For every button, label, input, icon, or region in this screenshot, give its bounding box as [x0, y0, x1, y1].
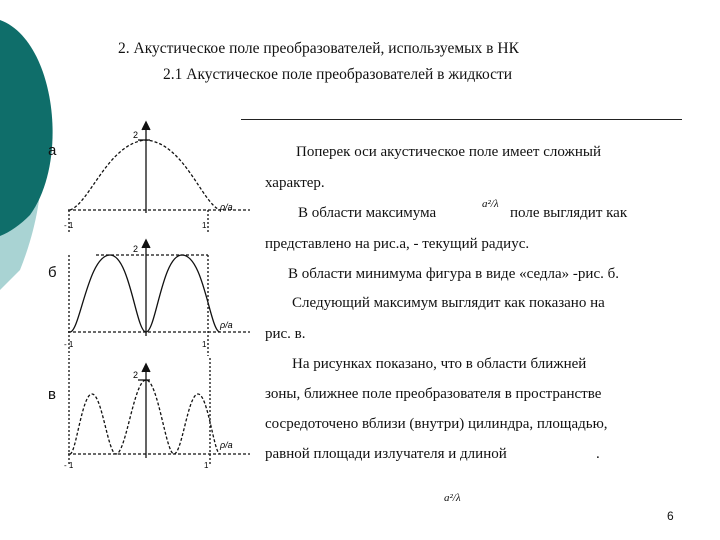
body-line-2: характер. — [265, 175, 325, 191]
body-line-4: представлено на рис.а, - текущий радиус. — [265, 236, 530, 252]
dark-teal-shape — [0, 20, 53, 236]
body-line-6: Следующий максимум выглядит как показано на — [292, 295, 605, 311]
plot-b-arrow — [142, 240, 150, 248]
plot-c-curve — [70, 380, 220, 454]
heading-line-1: 2. Акустическое поле преобразователей, используемых в НК — [118, 40, 519, 57]
plot-c-arrow — [142, 364, 150, 372]
plot-b-y-tick: 2 — [133, 244, 139, 254]
plot-a-x-tick-right: 1 — [202, 221, 207, 230]
formula-bottom: a²/λ — [444, 492, 461, 504]
plot-a-y-tick: 2 — [133, 130, 139, 140]
body-line-7: рис. в. — [265, 326, 306, 342]
plot-c-x-tick-right: 1 — [204, 461, 209, 470]
plot-a-axis-label: ρ/a — [220, 202, 233, 212]
plot-b-x-tick-right: 1 — [202, 340, 207, 349]
body-line-9: зоны, ближнее поле преобразователя в пространстве — [265, 386, 602, 402]
body-line-3b: поле выглядит как — [510, 205, 628, 221]
page-number: 6 — [667, 509, 674, 523]
plot-b-x-tick-left: - 1 — [64, 340, 74, 349]
figure-label-b: б — [48, 264, 57, 281]
plot-b-curve — [70, 255, 220, 332]
field-profile-plots — [60, 118, 260, 478]
body-line-11: равной площади излучателя и длиной — [265, 446, 507, 462]
plot-b-axis-label: ρ/a — [220, 320, 233, 330]
body-line-11-end: . — [596, 446, 600, 462]
plot-c-axis-label: ρ/a — [220, 440, 233, 450]
body-line-3a: В области максимума — [298, 205, 437, 221]
figure-label-a: а — [48, 142, 57, 159]
formula-inline: a²/λ — [482, 198, 499, 210]
plot-a-curve — [70, 140, 220, 210]
plot-a-x-tick-left: - 1 — [64, 221, 74, 230]
horizontal-rule — [241, 119, 682, 120]
body-line-10: сосредоточено вблизи (внутри) цилиндра, площадью, — [265, 416, 608, 432]
body-line-1: Поперек оси акустическое поле имеет сложный — [296, 144, 601, 160]
body-line-8: На рисунках показано, что в области ближней — [292, 356, 587, 372]
plot-a — [68, 122, 250, 233]
plot-b — [68, 240, 250, 356]
heading-line-2: 2.1 Акустическое поле преобразователей в жидкости — [163, 66, 513, 83]
plot-c-y-tick: 2 — [133, 370, 139, 380]
body-line-5: В области минимума фигура в виде «седла» -рис. б. — [288, 266, 619, 282]
plot-c-x-tick-left: - 1 — [64, 461, 74, 470]
plot-a-arrow — [142, 122, 150, 130]
figure-label-c: в — [48, 386, 56, 403]
